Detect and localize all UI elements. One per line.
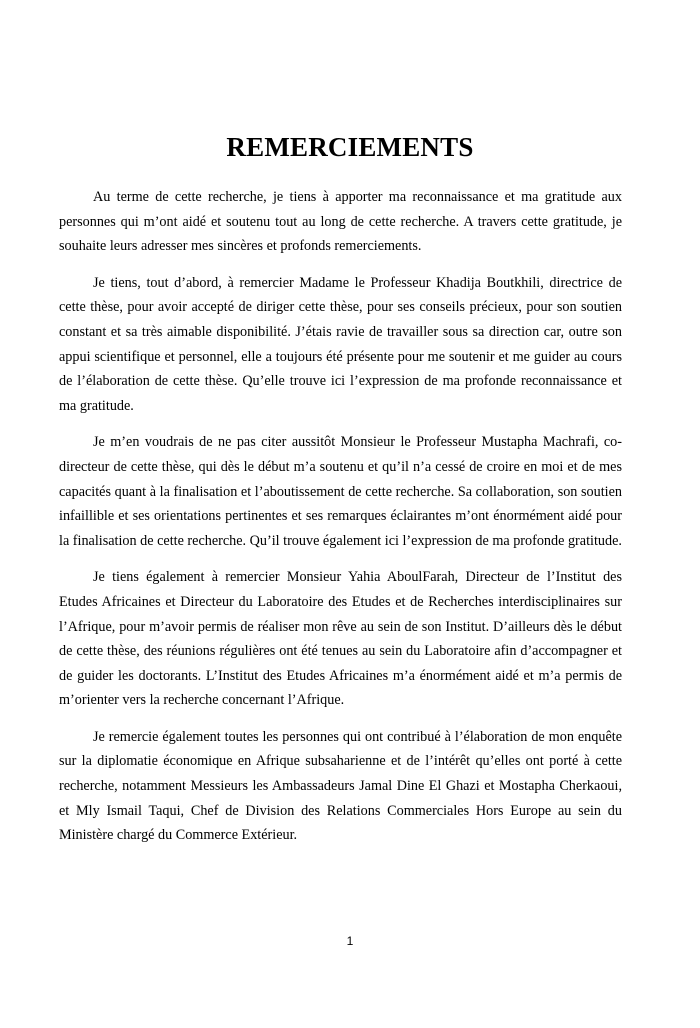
paragraph-director: Je tiens, tout d’abord, à remercier Madame le Professeur Khadija Boutkhili, directrice de cette thèse, pour avoir accepté de diriger cette thèse, pour ses conseils précieux, pour son soutien constant et sa très aimable disponibilité. J’étais ravie de travailler sous sa direction car, outre son appui scientifique et personnel, elle a toujours été présente pour me soutenir et me guider au cours de l’élaboration de cette thèse. Qu’elle trouve ici l’expression de ma profonde reconnaissance et ma gratitude. — [59, 274, 622, 414]
paragraph-intro: Au terme de cette recherche, je tiens à apporter ma reconnaissance et ma gratitude aux personnes qui m’ont aidé et soutenu tout au long de cette recherche. A travers cette gratitude, je souhaite leurs adresser mes sincères et profonds remerciements. — [59, 189, 622, 255]
paragraph-co-director: Je m’en voudrais de ne pas citer aussitôt Monsieur le Professeur Mustapha Machrafi, co-directeur de cette thèse, qui dès le début m’a soutenu et qu’il n’a cessé de croire en moi et de mes capacités quant à la finalisation et l’aboutissement de cette recherche. Sa collaboration, son soutien infaillible et ses orientations pertinentes et ses remarques éclairantes m’ont énormément aidé pour la finalisation de cette recherche. Qu’il trouve également ici l’expression de ma profonde gratitude. — [59, 434, 622, 549]
paragraph-institute: Je tiens également à remercier Monsieur Yahia AboulFarah, Directeur de l’Institut des Etudes Africaines et Directeur du Laboratoire des Etudes et de Recherches interdisciplinaires sur l’Afrique, pour m’avoir permis de réaliser mon rêve au sein de son Institut. D’ailleurs dès le début de cette thèse, des réunions régulières ont été tenues au sein du Laboratoire afin d’accompagner et de guider les doctorants. L’Institut des Etudes Africaines m’a énormément aidé et m’a permis de m’orienter vers la recherche concernant l’Afrique. — [59, 569, 622, 709]
page-title: REMERCIEMENTS — [226, 132, 474, 162]
paragraph-contributors: Je remercie également toutes les personnes qui ont contribué à l’élaboration de mon enquête sur la diplomatie économique en Afrique subsaharienne et de l’intérêt qu’elles ont porté à cette recherche, notamment Messieurs les Ambassadeurs Jamal Dine El Ghazi et Mostapha Cherkaoui, et Mly Ismail Taqui, Chef de Division des Relations Commerciales Hors Europe au sein du Ministère chargé du Commerce Extérieur. — [59, 728, 622, 844]
page-number: 1 — [346, 934, 354, 948]
document-body — [59, 185, 622, 860]
